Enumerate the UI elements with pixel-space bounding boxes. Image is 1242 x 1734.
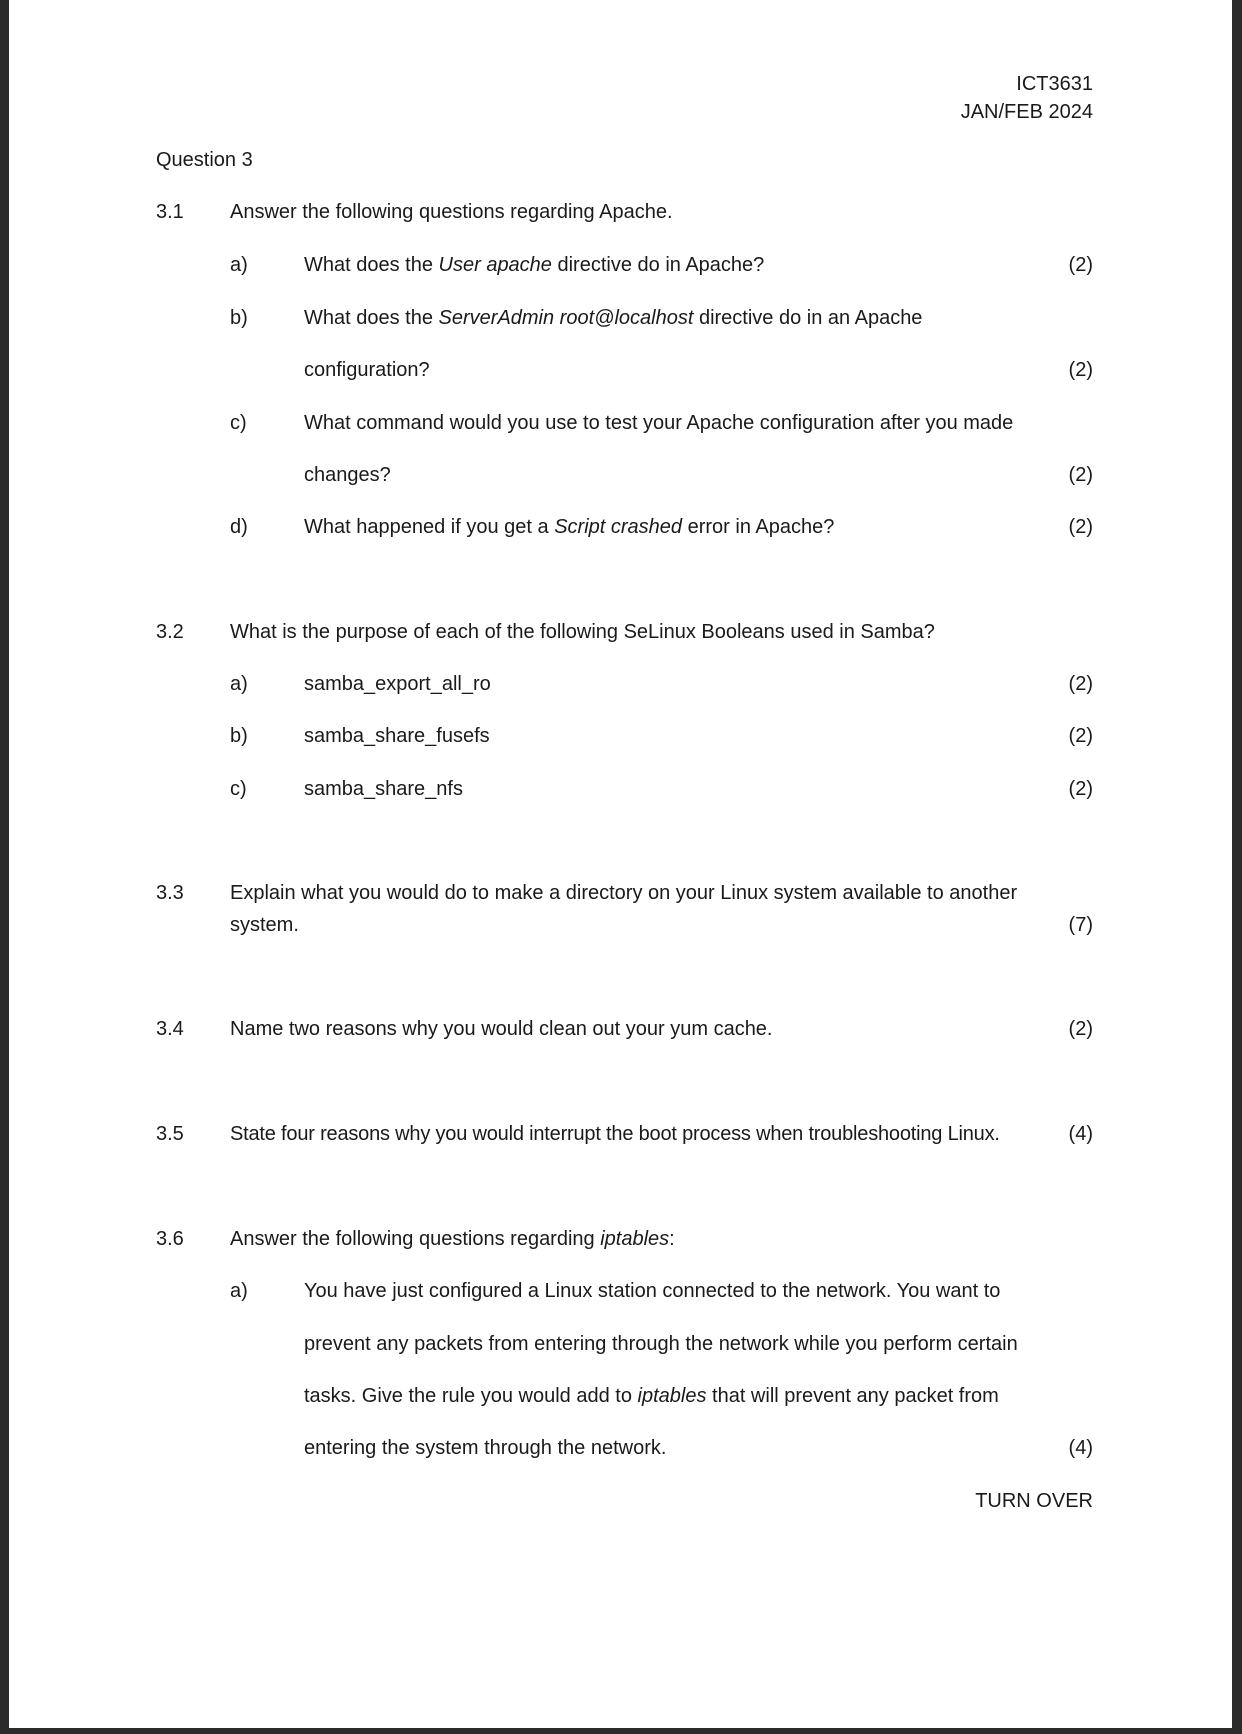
q3-6-number: 3.6: [156, 1228, 184, 1250]
q3-4-marks: (2): [1068, 1018, 1093, 1040]
q3-2a-marks: (2): [1068, 673, 1093, 695]
q3-2c-marks: (2): [1068, 778, 1093, 800]
q3-3-marks: (7): [1068, 914, 1093, 936]
q3-1a-marks: (2): [1068, 254, 1093, 276]
course-code: ICT3631: [1016, 73, 1093, 95]
q3-1d-marks: (2): [1068, 516, 1093, 538]
q3-2a-text: samba_export_all_ro: [304, 673, 491, 695]
q3-1b-text: What does the ServerAdmin root@localhost directive do in an Apache: [304, 307, 923, 329]
q3-2b-text: samba_share_fusefs: [304, 725, 490, 747]
question-title: Question 3: [156, 149, 253, 171]
exam-date: JAN/FEB 2024: [960, 101, 1093, 123]
q3-5-marks: (4): [1068, 1123, 1093, 1145]
q3-1b-marks: (2): [1068, 359, 1093, 381]
exam-page: [9, 0, 1232, 1728]
q3-4-number: 3.4: [156, 1018, 184, 1040]
q3-3-number: 3.3: [156, 882, 184, 904]
q3-6a-label: a): [230, 1280, 248, 1302]
q3-1c-text: What command would you use to test your Apache configuration after you made: [304, 412, 1014, 434]
q3-3-text: Explain what you would do to make a directory on your Linux system available to another: [230, 882, 1018, 904]
q3-1-text: Answer the following questions regarding Apache.: [230, 201, 673, 223]
q3-2c-text: samba_share_nfs: [304, 778, 463, 800]
q3-2c-label: c): [230, 778, 247, 800]
q3-5-text: State four reasons why you would interrupt the boot process when troubleshooting Linux.: [230, 1123, 1000, 1145]
q3-2b-label: b): [230, 725, 248, 747]
q3-2b-marks: (2): [1068, 725, 1093, 747]
q3-1a-text: What does the User apache directive do in Apache?: [304, 254, 765, 276]
q3-1d-text: What happened if you get a Script crashed error in Apache?: [304, 516, 835, 538]
q3-3-text-line2: system.: [230, 914, 299, 936]
q3-6-text: Answer the following questions regarding iptables:: [230, 1228, 675, 1250]
q3-1b-label: b): [230, 307, 248, 329]
q3-1c-marks: (2): [1068, 464, 1093, 486]
q3-1a-label: a): [230, 254, 248, 276]
q3-6a-text-line4: entering the system through the network.: [304, 1437, 667, 1459]
q3-2-number: 3.2: [156, 621, 184, 643]
q3-5-number: 3.5: [156, 1123, 184, 1145]
q3-1c-label: c): [230, 412, 247, 434]
q3-6a-text-line1: You have just configured a Linux station connected to the network. You want to: [304, 1280, 1001, 1302]
q3-1c-text-line2: changes?: [304, 464, 391, 486]
q3-1d-label: d): [230, 516, 248, 538]
q3-6a-text-line2: prevent any packets from entering through the network while you perform certain: [304, 1333, 1018, 1355]
q3-1-number: 3.1: [156, 201, 184, 223]
q3-6a-text-line3: tasks. Give the rule you would add to iptables that will prevent any packet from: [304, 1385, 999, 1407]
q3-6a-marks: (4): [1068, 1437, 1093, 1459]
turn-over-label: TURN OVER: [975, 1490, 1093, 1512]
q3-4-text: Name two reasons why you would clean out your yum cache.: [230, 1018, 773, 1040]
q3-2a-label: a): [230, 673, 248, 695]
q3-1b-text-line2: configuration?: [304, 359, 430, 381]
q3-2-text: What is the purpose of each of the following SeLinux Booleans used in Samba?: [230, 621, 935, 643]
